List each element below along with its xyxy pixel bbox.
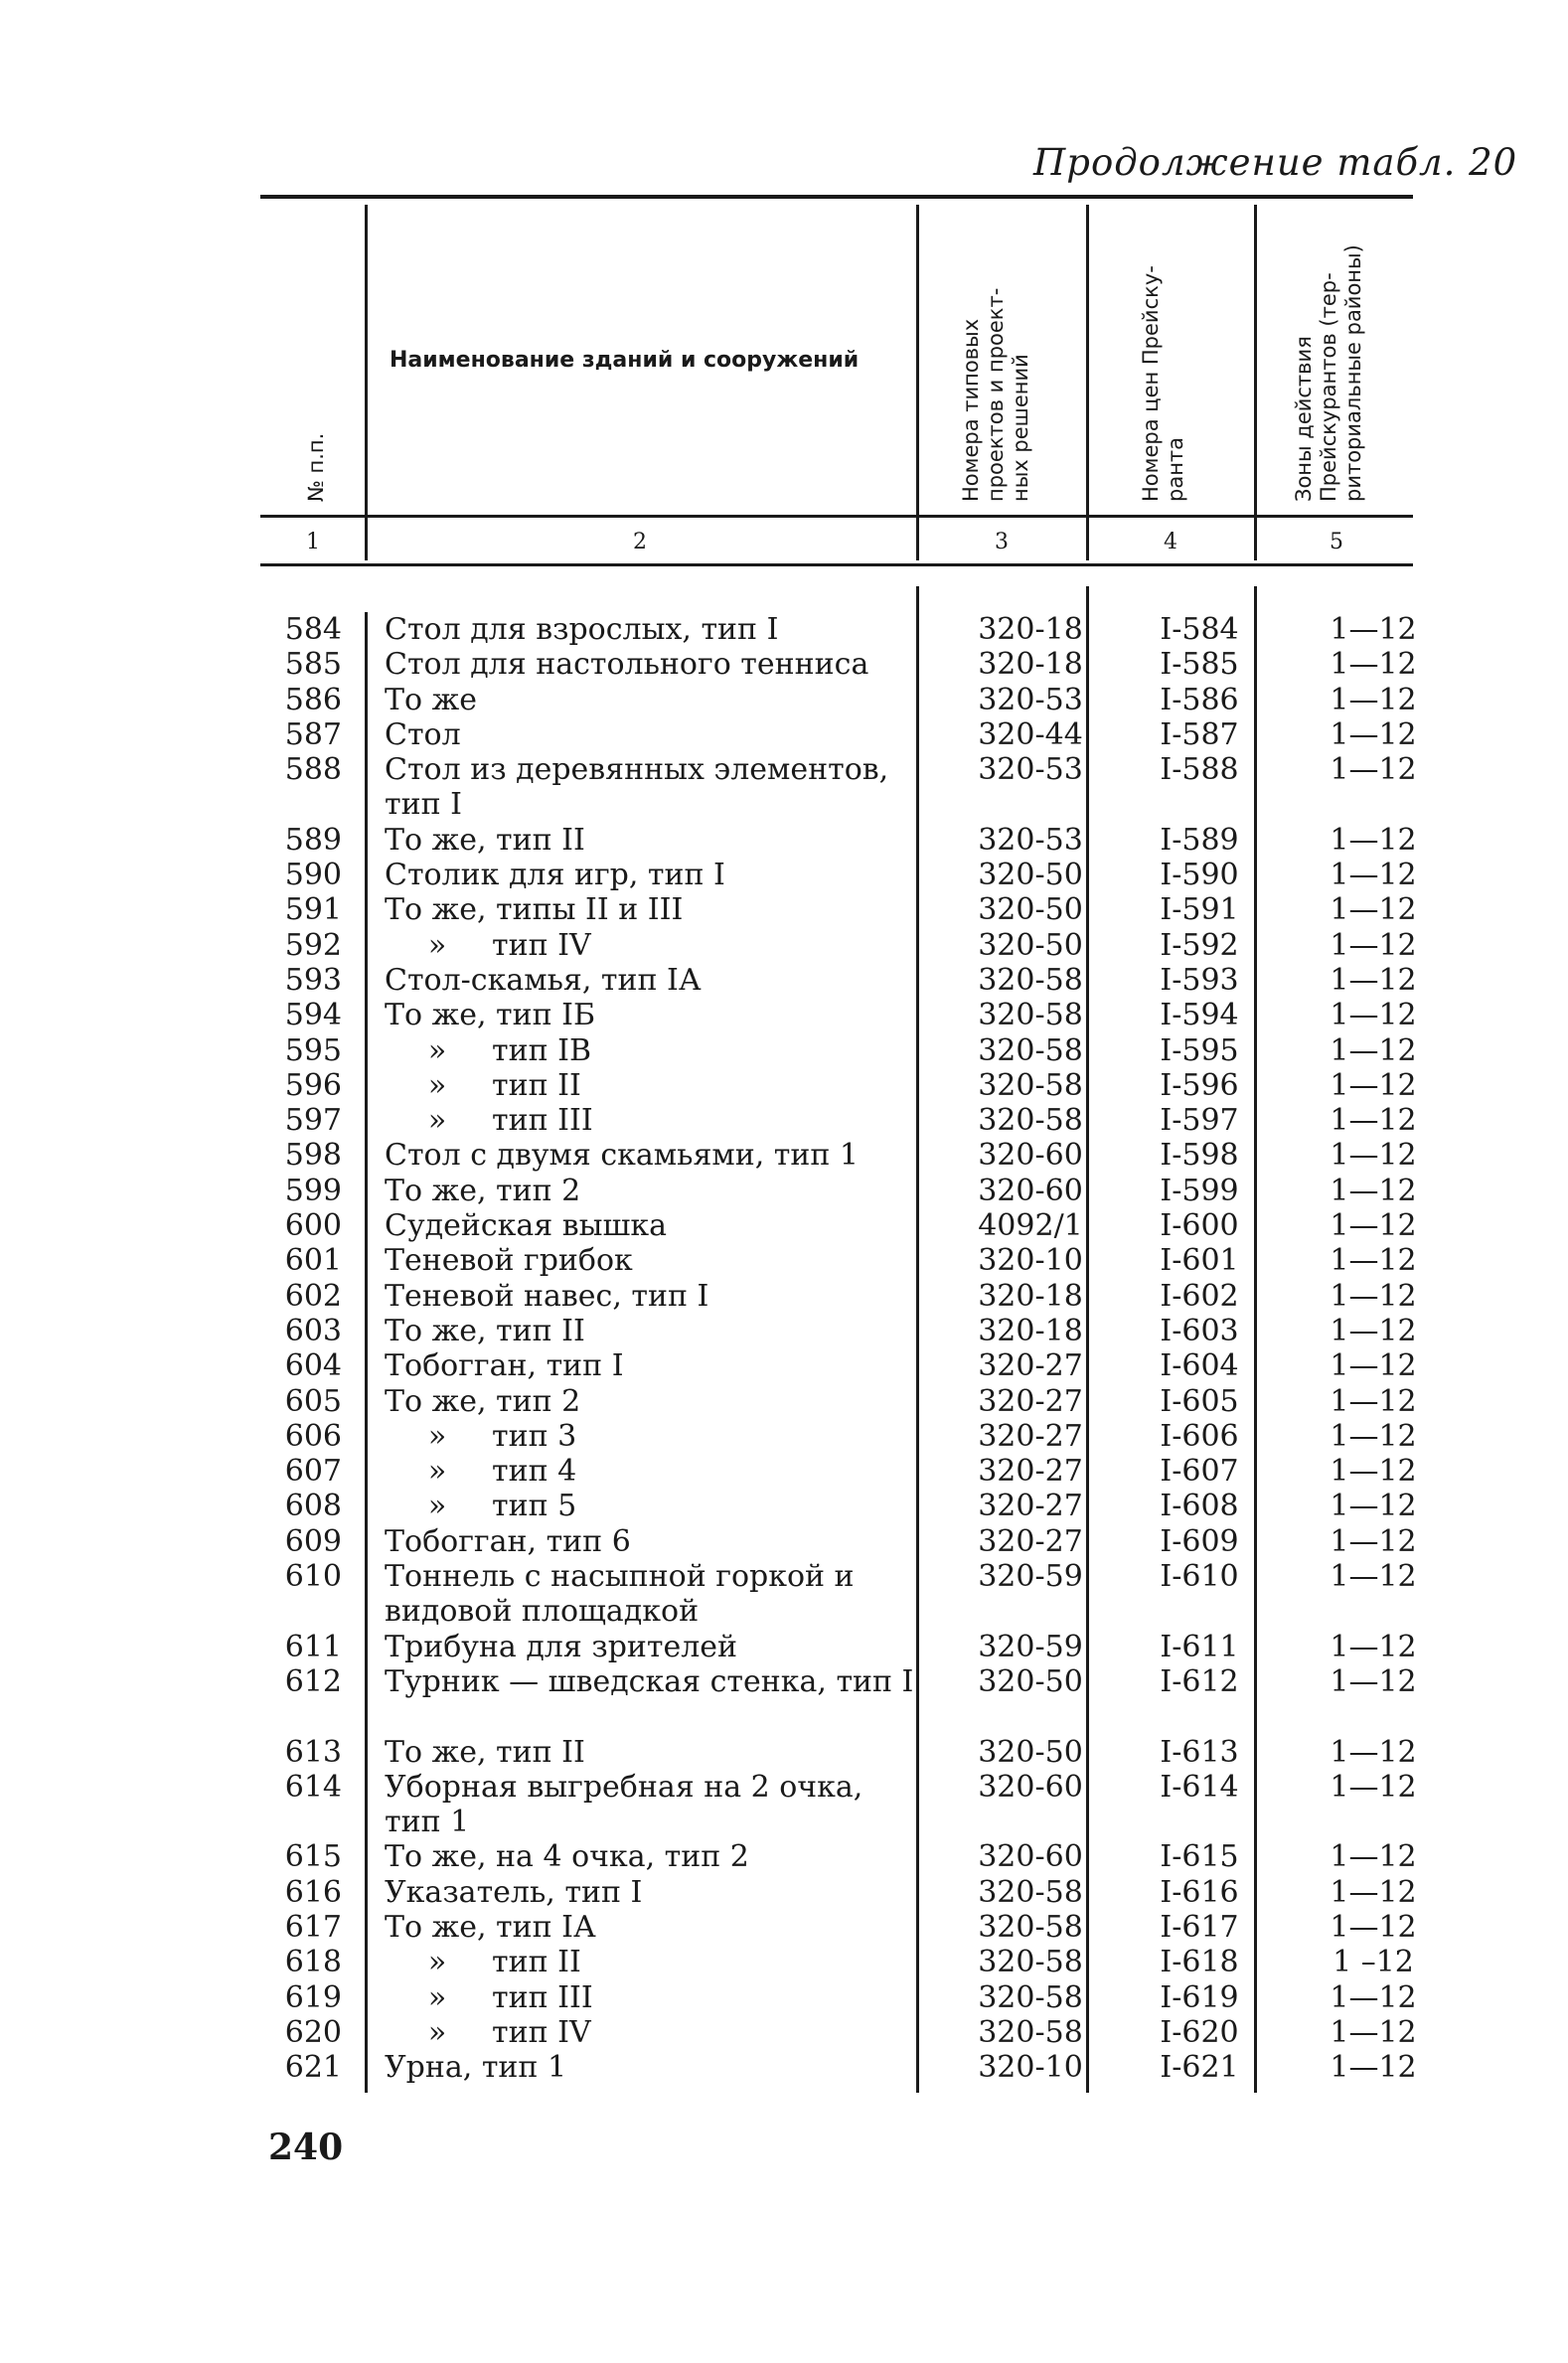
row-number: 608: [284, 1489, 342, 1524]
row-project-number: 320-58: [978, 1945, 1083, 1980]
table-row: [260, 1243, 1417, 1279]
table-row: [260, 647, 1417, 683]
row-price-number: I-596: [1160, 1067, 1239, 1103]
row-name: Тобогган, тип I: [385, 1348, 624, 1384]
row-name: То же, на 4 очка, тип 2: [385, 1839, 749, 1875]
row-price-number: I-614: [1160, 1769, 1239, 1805]
row-number: 607: [284, 1454, 342, 1490]
row-name: тип IВ: [492, 1032, 592, 1068]
ditto-mark: »: [427, 1945, 447, 1980]
row-name: Турник — шведская стенка, тип I: [385, 1663, 914, 1699]
header-divider-1: [365, 205, 368, 560]
row-number: 596: [284, 1067, 342, 1103]
row-name: Теневой навес, тип I: [385, 1278, 709, 1314]
row-project-number: 320-10: [978, 2050, 1083, 2086]
header-col2: Наименование зданий и сооружений: [390, 348, 860, 373]
row-price-number: I-617: [1160, 1909, 1239, 1945]
header-divider-4: [1254, 205, 1257, 560]
row-project-number: 320-27: [978, 1454, 1083, 1490]
row-project-number: 320-18: [978, 1313, 1083, 1348]
row-number: 597: [284, 1103, 342, 1139]
row-number: 591: [284, 892, 342, 928]
row-project-number: 320-58: [978, 2014, 1083, 2050]
table-row: [260, 2014, 1417, 2050]
row-number: 589: [284, 822, 342, 858]
row-zone: 1—12: [1330, 1979, 1417, 2015]
column-number-3: 3: [995, 530, 1009, 554]
row-zone: 1—12: [1330, 1348, 1417, 1384]
column-number-2: 2: [633, 530, 647, 554]
row-project-number: 320-50: [978, 1734, 1083, 1770]
row-project-number: 320-60: [978, 1138, 1083, 1174]
row-number: 600: [284, 1208, 342, 1244]
row-price-number: I-591: [1160, 892, 1239, 928]
row-name: То же: [385, 682, 477, 717]
row-price-number: I-592: [1160, 927, 1239, 963]
row-project-number: 320-18: [978, 1278, 1083, 1314]
row-price-number: I-594: [1160, 998, 1239, 1033]
row-project-number: 320-60: [978, 1173, 1083, 1208]
table-row: [260, 1208, 1417, 1244]
header-col4-line1: Номера цен Прейску-: [1139, 265, 1163, 502]
row-price-number: I-585: [1160, 647, 1239, 683]
row-zone: 1—12: [1330, 1173, 1417, 1208]
table-row: [260, 892, 1417, 928]
row-zone: 1—12: [1330, 2014, 1417, 2050]
table-row: [260, 927, 1417, 963]
table-row: [260, 612, 1417, 647]
row-price-number: I-610: [1160, 1559, 1239, 1595]
row-zone: 1—12: [1330, 927, 1417, 963]
row-number: 584: [284, 612, 342, 647]
row-zone: 1—12: [1330, 962, 1417, 998]
row-zone: 1—12: [1330, 1523, 1417, 1559]
row-number: 614: [284, 1769, 342, 1805]
row-number: 587: [284, 716, 342, 752]
row-zone: 1—12: [1330, 1208, 1417, 1244]
row-name: тип III: [492, 1979, 593, 2015]
row-name: То же, тип II: [385, 1734, 585, 1770]
table-row: [260, 858, 1417, 893]
ditto-mark: »: [427, 1979, 447, 2015]
table-row: [260, 1313, 1417, 1348]
row-zone: 1—12: [1330, 1067, 1417, 1103]
row-zone: 1—12: [1330, 647, 1417, 683]
row-zone: 1—12: [1330, 1839, 1417, 1875]
row-project-number: 320-59: [978, 1629, 1083, 1664]
row-name: Трибуна для зрителей: [385, 1629, 738, 1664]
table-row: [260, 1278, 1417, 1314]
row-name: тип II: [492, 1067, 581, 1103]
row-name: тип 3: [492, 1418, 577, 1454]
row-number: 615: [284, 1839, 342, 1875]
table-row: [260, 1979, 1417, 2015]
table-body: [260, 612, 1417, 2086]
row-name: То же, типы II и III: [385, 892, 684, 928]
table-row: [260, 2050, 1417, 2086]
row-name: Стол-скамья, тип IА: [385, 962, 702, 998]
row-name: тип 5: [492, 1489, 577, 1524]
row-number: 617: [284, 1909, 342, 1945]
row-number: 603: [284, 1313, 342, 1348]
row-price-number: I-589: [1160, 822, 1239, 858]
ditto-mark: »: [427, 927, 447, 963]
row-zone: 1—12: [1330, 1103, 1417, 1139]
table-row: [260, 998, 1417, 1033]
ditto-mark: »: [427, 1032, 447, 1068]
row-price-number: I-616: [1160, 1874, 1239, 1910]
table-row: [260, 1663, 1417, 1735]
row-number: 585: [284, 647, 342, 683]
row-number: 602: [284, 1278, 342, 1314]
row-name: То же, тип IА: [385, 1909, 596, 1945]
header-col5-line2: Прейскурантов (тер-: [1317, 272, 1340, 502]
row-project-number: 320-58: [978, 1909, 1083, 1945]
header-divider-3: [1086, 205, 1089, 560]
row-project-number: 320-27: [978, 1523, 1083, 1559]
column-number-1: 1: [306, 530, 320, 554]
row-name: Стол из деревянных элементов, тип I: [385, 752, 889, 823]
column-number-4: 4: [1164, 530, 1177, 554]
row-price-number: I-593: [1160, 962, 1239, 998]
ditto-mark: »: [427, 1067, 447, 1103]
row-number: 609: [284, 1523, 342, 1559]
row-project-number: 320-58: [978, 962, 1083, 998]
table-row: [260, 1523, 1417, 1559]
row-zone: 1—12: [1330, 1489, 1417, 1524]
ditto-mark: »: [427, 1454, 447, 1490]
row-price-number: I-606: [1160, 1418, 1239, 1454]
row-price-number: I-615: [1160, 1839, 1239, 1875]
ditto-mark: »: [427, 1489, 447, 1524]
row-name: тип IV: [492, 927, 591, 963]
row-zone: 1 –12: [1333, 1945, 1414, 1980]
row-name: Стол с двумя скамьями, тип 1: [385, 1138, 859, 1174]
table-row: [260, 1489, 1417, 1524]
row-price-number: I-587: [1160, 716, 1239, 752]
row-zone: 1—12: [1330, 1313, 1417, 1348]
row-name: Столик для игр, тип I: [385, 858, 725, 893]
row-price-number: I-608: [1160, 1489, 1239, 1524]
row-number: 598: [284, 1138, 342, 1174]
row-zone: 1—12: [1330, 822, 1417, 858]
table-row: [260, 1032, 1417, 1068]
row-number: 606: [284, 1418, 342, 1454]
row-zone: 1—12: [1330, 612, 1417, 647]
row-zone: 1—12: [1330, 998, 1417, 1033]
row-price-number: I-602: [1160, 1278, 1239, 1314]
table-row: [260, 716, 1417, 752]
row-number: 590: [284, 858, 342, 893]
row-price-number: I-609: [1160, 1523, 1239, 1559]
row-project-number: 320-27: [978, 1489, 1083, 1524]
row-project-number: 320-53: [978, 752, 1083, 788]
row-name: Урна, тип 1: [385, 2050, 567, 2086]
row-project-number: 320-53: [978, 682, 1083, 717]
row-price-number: I-584: [1160, 612, 1239, 647]
row-project-number: 320-60: [978, 1769, 1083, 1805]
row-zone: 1—12: [1330, 858, 1417, 893]
row-name: Стол для настольного тенниса: [385, 647, 869, 683]
table-row: [260, 1454, 1417, 1490]
table-row: [260, 1067, 1417, 1103]
row-project-number: 320-59: [978, 1559, 1083, 1595]
row-number: 586: [284, 682, 342, 717]
row-price-number: I-611: [1160, 1629, 1239, 1664]
row-name: Тобогган, тип 6: [385, 1523, 631, 1559]
row-price-number: I-600: [1160, 1208, 1239, 1244]
row-price-number: I-588: [1160, 752, 1239, 788]
row-name: То же, тип 2: [385, 1173, 581, 1208]
row-name: тип III: [492, 1103, 593, 1139]
row-zone: 1—12: [1330, 1454, 1417, 1490]
row-number: 599: [284, 1173, 342, 1208]
row-number: 593: [284, 962, 342, 998]
row-price-number: I-604: [1160, 1348, 1239, 1384]
row-project-number: 320-50: [978, 927, 1083, 963]
row-number: 594: [284, 998, 342, 1033]
row-zone: 1—12: [1330, 1629, 1417, 1664]
header-col3-line1: Номера типовых: [959, 318, 983, 502]
row-zone: 1—12: [1330, 1559, 1417, 1595]
row-zone: 1—12: [1330, 1909, 1417, 1945]
table-row: [260, 1945, 1413, 1979]
header-col3-line2: проектов и проект-: [984, 287, 1008, 502]
row-project-number: 320-60: [978, 1839, 1083, 1875]
row-name: тип IV: [492, 2014, 591, 2050]
row-project-number: 320-27: [978, 1383, 1083, 1419]
row-price-number: I-621: [1160, 2050, 1239, 2086]
top-rule: [260, 195, 1413, 199]
row-number: 616: [284, 1874, 342, 1910]
row-project-number: 320-58: [978, 1032, 1083, 1068]
row-number: 601: [284, 1243, 342, 1279]
table-row: [260, 1348, 1417, 1384]
row-number: 613: [284, 1734, 342, 1770]
row-zone: 1—12: [1330, 1383, 1417, 1419]
row-zone: 1—12: [1330, 1138, 1417, 1174]
header-rule: [260, 515, 1413, 518]
row-zone: 1—12: [1330, 2050, 1417, 2086]
row-name: Тоннель с насыпной горкой и видовой площадкой: [385, 1559, 855, 1630]
row-project-number: 320-27: [978, 1348, 1083, 1384]
row-number: 592: [284, 927, 342, 963]
row-number: 605: [284, 1383, 342, 1419]
table-row: [260, 1629, 1417, 1664]
table-row: [260, 1383, 1417, 1419]
header-col5-line1: Зоны действия: [1292, 336, 1316, 502]
row-name: То же, тип II: [385, 1313, 585, 1348]
row-price-number: I-586: [1160, 682, 1239, 717]
table-row: [260, 682, 1417, 717]
row-name: Уборная выгребная на 2 очка, тип 1: [385, 1769, 863, 1840]
table-row: [260, 1839, 1417, 1875]
row-name: Стол: [385, 716, 461, 752]
header-divider-2: [916, 205, 919, 560]
row-name: То же, тип II: [385, 822, 585, 858]
row-project-number: 320-50: [978, 892, 1083, 928]
table-row: [260, 1138, 1417, 1174]
row-project-number: 320-50: [978, 858, 1083, 893]
row-zone: 1—12: [1330, 1874, 1417, 1910]
header-col5-line3: риториальные районы): [1341, 244, 1365, 502]
row-number: 620: [284, 2014, 342, 2050]
ditto-mark: »: [427, 1418, 447, 1454]
table-row: [260, 1909, 1417, 1945]
row-project-number: 320-27: [978, 1418, 1083, 1454]
row-price-number: I-618: [1160, 1945, 1239, 1980]
table-row: [260, 1418, 1417, 1454]
ditto-mark: »: [427, 2014, 447, 2050]
row-name: То же, тип IБ: [385, 998, 596, 1033]
header-col3-line3: ных решений: [1009, 354, 1032, 502]
row-price-number: I-599: [1160, 1173, 1239, 1208]
row-zone: 1—12: [1330, 1663, 1417, 1699]
header-col4-line2: ранта: [1164, 436, 1187, 502]
row-zone: 1—12: [1330, 1734, 1417, 1770]
row-name: тип II: [492, 1945, 581, 1980]
row-project-number: 4092/1: [978, 1208, 1083, 1244]
table-row: [260, 822, 1417, 858]
row-number: 612: [284, 1663, 342, 1699]
row-zone: 1—12: [1330, 1243, 1417, 1279]
row-project-number: 320-58: [978, 1067, 1083, 1103]
table-row: [260, 1769, 1417, 1840]
row-name: То же, тип 2: [385, 1383, 581, 1419]
row-name: тип 4: [492, 1454, 577, 1490]
row-project-number: 320-58: [978, 1874, 1083, 1910]
row-project-number: 320-18: [978, 612, 1083, 647]
row-price-number: I-595: [1160, 1032, 1239, 1068]
row-project-number: 320-50: [978, 1663, 1083, 1699]
row-number: 619: [284, 1979, 342, 2015]
row-price-number: I-619: [1160, 1979, 1239, 2015]
column-number-5: 5: [1330, 530, 1343, 554]
row-name: Теневой грибок: [385, 1243, 633, 1279]
row-price-number: I-620: [1160, 2014, 1239, 2050]
table-row: [260, 1103, 1417, 1139]
row-number: 595: [284, 1032, 342, 1068]
row-number: 610: [284, 1559, 342, 1595]
row-price-number: I-612: [1160, 1663, 1239, 1699]
row-zone: 1—12: [1330, 682, 1417, 717]
row-number: 621: [284, 2050, 342, 2086]
row-name: Стол для взрослых, тип I: [385, 612, 779, 647]
row-name: Судейская вышка: [385, 1208, 668, 1244]
row-price-number: I-590: [1160, 858, 1239, 893]
row-project-number: 320-18: [978, 647, 1083, 683]
row-zone: 1—12: [1330, 752, 1417, 788]
table-caption: Продолжение табл. 20: [1033, 141, 1518, 184]
row-zone: 1—12: [1330, 716, 1417, 752]
row-price-number: I-598: [1160, 1138, 1239, 1174]
row-zone: 1—12: [1330, 1032, 1417, 1068]
row-project-number: 320-58: [978, 1979, 1083, 2015]
row-price-number: I-607: [1160, 1454, 1239, 1490]
ditto-mark: »: [427, 1103, 447, 1139]
row-zone: 1—12: [1330, 1278, 1417, 1314]
row-zone: 1—12: [1330, 892, 1417, 928]
row-price-number: I-603: [1160, 1313, 1239, 1348]
table-row: [260, 1734, 1417, 1770]
table-row: [260, 1874, 1417, 1910]
row-zone: 1—12: [1330, 1418, 1417, 1454]
row-price-number: I-613: [1160, 1734, 1239, 1770]
row-project-number: 320-44: [978, 716, 1083, 752]
row-number: 611: [284, 1629, 342, 1664]
table-row: [260, 1173, 1417, 1208]
row-project-number: 320-58: [978, 998, 1083, 1033]
table-row: [260, 1559, 1417, 1630]
table-row: [260, 962, 1417, 998]
row-price-number: I-605: [1160, 1383, 1239, 1419]
row-number: 604: [284, 1348, 342, 1384]
row-name: Указатель, тип I: [385, 1874, 643, 1910]
row-number: 588: [284, 752, 342, 788]
row-price-number: I-597: [1160, 1103, 1239, 1139]
row-project-number: 320-10: [978, 1243, 1083, 1279]
row-zone: 1—12: [1330, 1769, 1417, 1805]
row-project-number: 320-58: [978, 1103, 1083, 1139]
row-number: 618: [284, 1945, 342, 1980]
table-row: [260, 752, 1417, 823]
row-price-number: I-601: [1160, 1243, 1239, 1279]
column-numbers-rule: [260, 563, 1413, 566]
row-project-number: 320-53: [978, 822, 1083, 858]
page-number: 240: [268, 2127, 344, 2168]
